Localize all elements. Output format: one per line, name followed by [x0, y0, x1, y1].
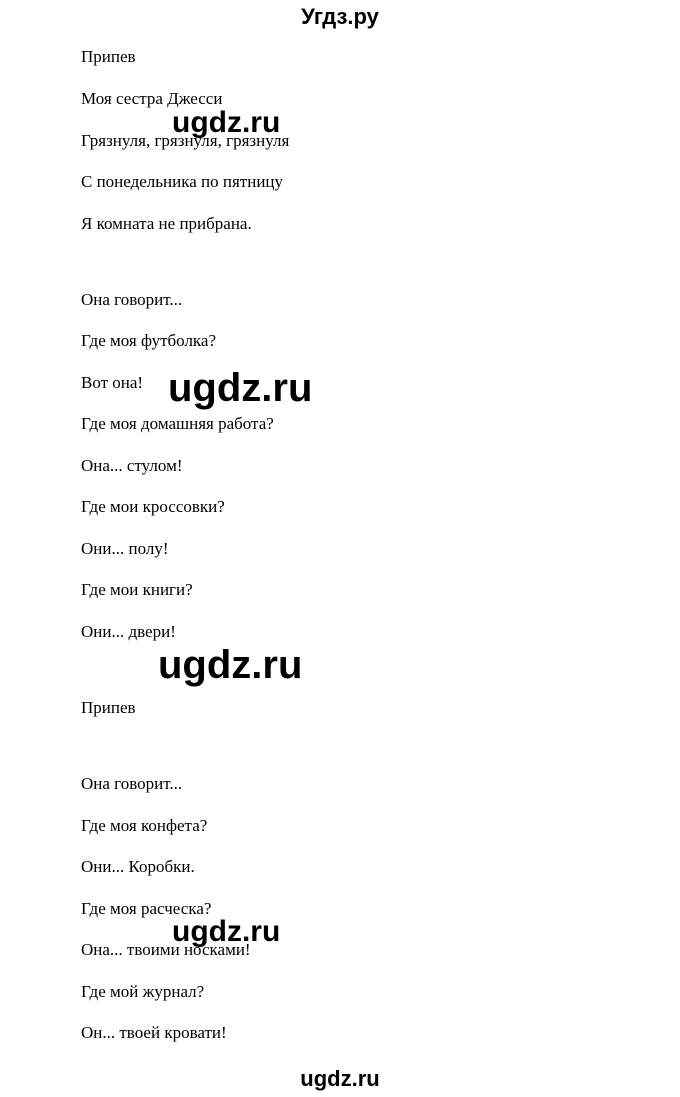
page-header-title: Угдз.ру: [301, 4, 379, 29]
text-line: Где моя конфета?: [81, 816, 208, 835]
text-line: Она... твоими носками!: [81, 940, 251, 959]
text-line: Моя сестра Джесси: [81, 89, 223, 108]
text-line: Припев: [81, 698, 136, 717]
text-line: Где мои кроссовки?: [81, 497, 225, 516]
text-line: Где мой журнал?: [81, 982, 205, 1001]
text-line: Где моя футболка?: [81, 331, 217, 350]
page-footer-link[interactable]: ugdz.ru: [300, 1066, 380, 1091]
text-line: С понедельника по пятницу: [81, 172, 284, 191]
text-line: Припев: [81, 47, 136, 66]
text-line: Грязнуля, грязнуля, грязнуля: [81, 131, 290, 150]
text-line: Где мои книги?: [81, 580, 193, 599]
text-line: Он... твоей кровати!: [81, 1023, 227, 1042]
text-line: Я комната не прибрана.: [81, 214, 252, 233]
text-line: Где моя домашняя работа?: [81, 414, 274, 433]
text-line: Они... полу!: [81, 539, 169, 558]
text-line: Вот она!: [81, 373, 144, 392]
watermark: ugdz.ru: [172, 915, 281, 948]
text-line: Они... двери!: [81, 622, 176, 641]
text-line: Она говорит...: [81, 290, 183, 309]
watermark: ugdz.ru: [158, 643, 303, 687]
text-line: Где моя расческа?: [81, 899, 212, 918]
text-line: Она... стулом!: [81, 456, 183, 475]
watermark: ugdz.ru: [168, 366, 313, 410]
watermark: ugdz.ru: [172, 106, 281, 139]
text-line: Они... Коробки.: [81, 857, 195, 876]
text-line: Она говорит...: [81, 774, 183, 793]
